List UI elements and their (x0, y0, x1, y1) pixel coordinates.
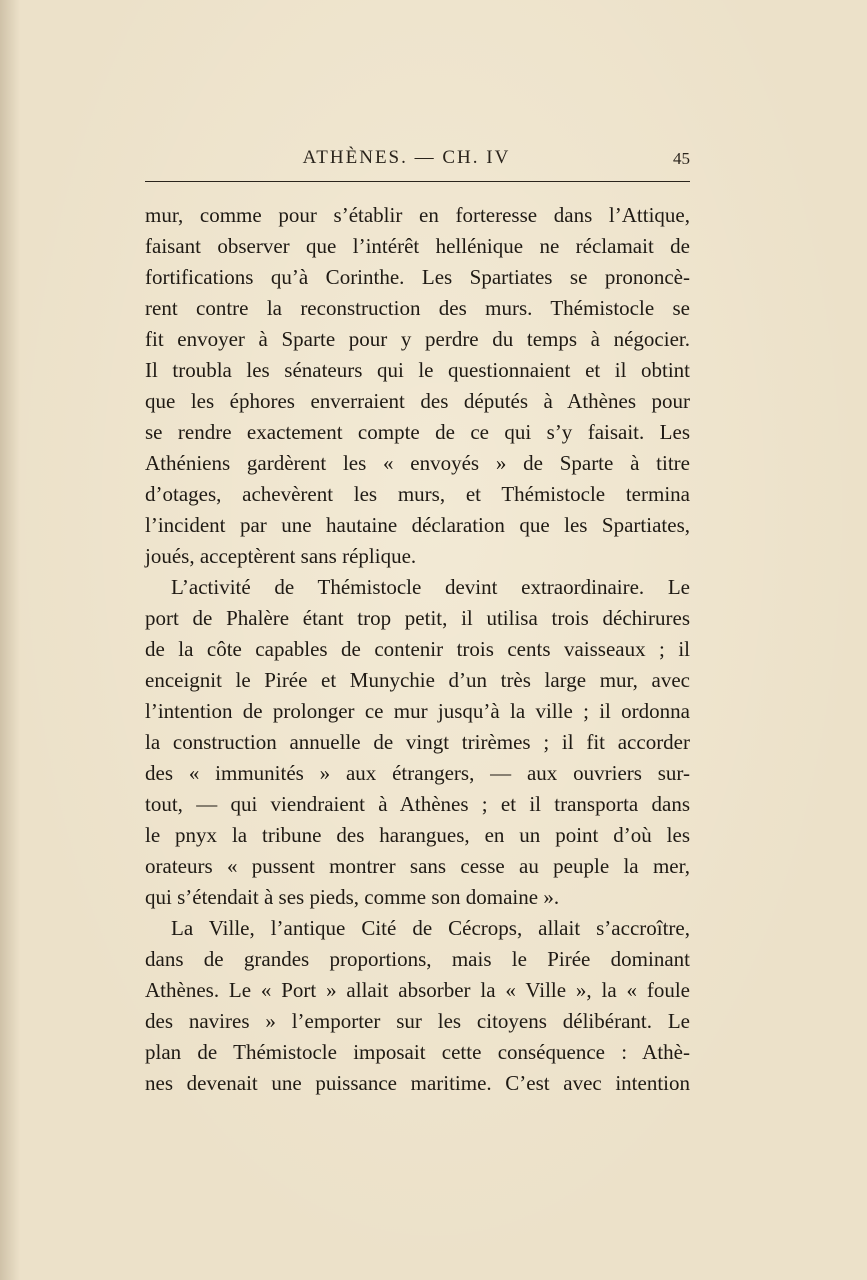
text-line: Athéniens gardèrent les « envoyés » de Sparte à titre (145, 451, 690, 475)
text-line: rent contre la reconstruction des murs. Thémistocle se (145, 296, 690, 320)
text-line: joués, acceptèrent sans réplique. (145, 544, 417, 568)
text-line: Athènes. Le « Port » allait absorber la « Ville », la « foule (145, 978, 690, 1002)
text-line: l’intention de prolonger ce mur jusqu’à la ville ; il ordonna (145, 699, 690, 723)
paragraph-1 (145, 200, 690, 572)
text-line: qui s’étendait à ses pieds, comme son domaine ». (145, 885, 560, 909)
text-line: fit envoyer à Sparte pour y perdre du temps à négocier. (145, 327, 690, 351)
text-line: l’incident par une hautaine déclaration que les Spartiates, (145, 513, 690, 537)
text-line: se rendre exactement compte de ce qui s’y faisait. Les (145, 420, 690, 444)
text-line: le pnyx la tribune des harangues, en un point d’où les (145, 823, 690, 847)
text-line: plan de Thémistocle imposait cette conséquence : Athè- (145, 1040, 690, 1064)
text-line: mur, comme pour s’établir en forteresse dans l’Attique, (145, 203, 690, 227)
text-line: dans de grandes proportions, mais le Pirée dominant (145, 947, 690, 971)
text-line: faisant observer que l’intérêt hellénique ne réclamait de (145, 234, 690, 258)
page-gutter-shadow (0, 0, 20, 1280)
text-line: que les éphores enverraient des députés à Athènes pour (145, 389, 690, 413)
text-line: enceignit le Pirée et Munychie d’un très large mur, avec (145, 668, 690, 692)
text-line: la construction annuelle de vingt trirèmes ; il fit accorder (145, 730, 690, 754)
running-title: ATHÈNES. — CH. IV (302, 147, 511, 168)
text-line: nes devenait une puissance maritime. C’est avec intention (145, 1071, 690, 1095)
running-header (145, 143, 690, 175)
paragraph-2 (145, 572, 690, 913)
text-line: orateurs « pussent montrer sans cesse au peuple la mer, (145, 854, 690, 878)
text-line: des navires » l’emporter sur les citoyens délibérant. Le (145, 1009, 690, 1033)
body-text (145, 200, 690, 1099)
text-line: L’activité de Thémistocle devint extraordinaire. Le (171, 575, 690, 599)
text-line: La Ville, l’antique Cité de Cécrops, allait s’accroître, (171, 916, 690, 940)
text-line: port de Phalère étant trop petit, il utilisa trois déchirures (145, 606, 690, 630)
text-line: Il troubla les sénateurs qui le questionnaient et il obtint (145, 358, 690, 382)
text-line: d’otages, achevèrent les murs, et Thémistocle termina (145, 482, 690, 506)
text-line: tout, — qui viendraient à Athènes ; et il transporta dans (145, 792, 690, 816)
header-rule (145, 181, 690, 182)
text-line: des « immunités » aux étrangers, — aux ouvriers sur- (145, 761, 690, 785)
text-line: fortifications qu’à Corinthe. Les Spartiates se prononcè- (145, 265, 690, 289)
page-number: 45 (673, 149, 690, 168)
text-line: de la côte capables de contenir trois cents vaisseaux ; il (145, 637, 690, 661)
paragraph-3 (145, 913, 690, 1099)
